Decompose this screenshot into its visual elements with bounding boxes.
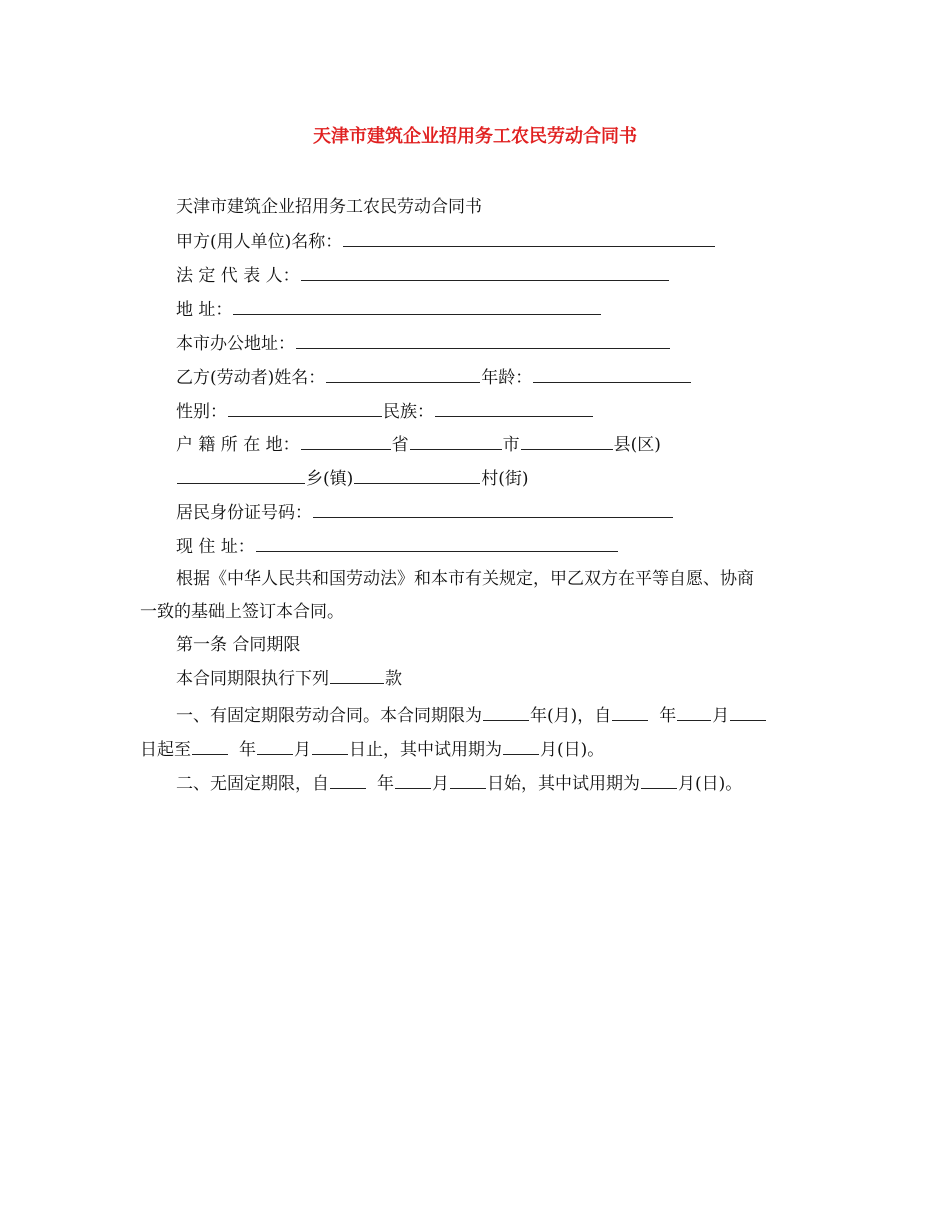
county-label: 县(区) xyxy=(613,435,661,455)
basis-line-1 xyxy=(176,568,754,590)
term-clause-line xyxy=(176,667,402,690)
open-term-text-5: 月(日)。 xyxy=(678,774,743,794)
gender-blank xyxy=(228,400,382,417)
id-number-line xyxy=(176,501,674,524)
current-address-label: 现 住 址： xyxy=(176,537,255,557)
fixed-term-line2-text-2: 年 xyxy=(239,740,256,760)
party-a-name-line xyxy=(176,230,716,253)
household-label: 户 籍 所 在 地： xyxy=(176,435,300,455)
age-label: 年龄： xyxy=(481,368,533,388)
city-label: 市 xyxy=(502,435,520,455)
township-line xyxy=(176,467,529,490)
party-a-name-blank xyxy=(343,230,715,247)
fixed-term-duration-blank xyxy=(483,704,529,721)
party-b-line xyxy=(176,366,692,389)
age-blank xyxy=(533,366,691,383)
open-term-text-2: 年 xyxy=(377,774,394,794)
article1-heading: 第一条 合同期限 xyxy=(176,635,301,655)
fixed-term-start-month-blank xyxy=(677,704,711,721)
fixed-term-line-2 xyxy=(140,738,604,761)
office-address-blank xyxy=(296,332,670,349)
open-term-probation-blank xyxy=(641,772,677,789)
basis-text-2: 一致的基础上签订本合同。 xyxy=(140,602,344,622)
open-term-text-1: 二、无固定期限，自 xyxy=(176,774,329,794)
fixed-term-text-3: 年 xyxy=(659,706,677,726)
open-term-line xyxy=(176,772,742,795)
id-number-label: 居民身份证号码： xyxy=(176,503,312,523)
household-line xyxy=(176,433,661,456)
legal-rep-blank xyxy=(301,264,669,281)
party-a-name-label: 甲方(用人单位)名称： xyxy=(176,232,343,252)
fixed-term-end-day-blank xyxy=(312,738,348,755)
legal-rep-line xyxy=(176,264,670,287)
open-term-start-month-blank xyxy=(395,772,431,789)
basis-line-2 xyxy=(140,601,344,623)
fixed-term-start-year-blank xyxy=(612,704,648,721)
gender-label: 性别： xyxy=(176,402,227,422)
term-clause-blank xyxy=(330,667,384,684)
fixed-term-line2-text-1: 日起至 xyxy=(140,740,191,760)
fixed-term-line2-text-5: 月(日)。 xyxy=(540,740,605,760)
open-term-text-4: 日始，其中试用期为 xyxy=(487,774,640,794)
fixed-term-start-day-blank xyxy=(730,704,766,721)
ethnicity-blank xyxy=(435,400,593,417)
ethnicity-label: 民族： xyxy=(383,402,434,422)
fixed-term-text-4: 月 xyxy=(712,706,730,726)
address-blank xyxy=(233,298,601,315)
fixed-term-line2-text-3: 月 xyxy=(294,740,311,760)
fixed-term-end-month-blank xyxy=(257,738,293,755)
province-label: 省 xyxy=(391,435,409,455)
term-clause-prefix: 本合同期限执行下列 xyxy=(176,669,329,689)
county-blank xyxy=(521,433,613,450)
open-term-start-day-blank xyxy=(450,772,486,789)
address-line xyxy=(176,298,602,321)
township-label: 乡(镇) xyxy=(306,469,354,489)
fixed-term-probation-blank xyxy=(503,738,539,755)
fixed-term-text-1: 一、有固定期限劳动合同。本合同期限为 xyxy=(176,706,482,726)
legal-rep-label: 法 定 代 表 人： xyxy=(176,266,300,286)
township-blank xyxy=(177,467,305,484)
subtitle: 天津市建筑企业招用务工农民劳动合同书 xyxy=(176,197,482,217)
basis-text-1: 根据《中华人民共和国劳动法》和本市有关规定，甲乙双方在平等自愿、协商 xyxy=(176,569,754,589)
subtitle-line xyxy=(176,196,482,218)
current-address-line xyxy=(176,535,619,558)
document-title: 天津市建筑企业招用务工农民劳动合同书 xyxy=(313,126,637,147)
province-blank xyxy=(301,433,391,450)
fixed-term-end-year-blank xyxy=(192,738,228,755)
city-blank xyxy=(410,433,502,450)
address-label: 地 址： xyxy=(176,300,233,320)
fixed-term-text-2: 年(月)，自 xyxy=(530,706,612,726)
term-clause-suffix: 款 xyxy=(385,669,402,689)
party-b-name-blank xyxy=(326,366,480,383)
article1-heading-line xyxy=(176,634,300,656)
id-number-blank xyxy=(313,501,673,518)
office-address-line xyxy=(176,332,671,355)
office-address-label: 本市办公地址： xyxy=(176,334,295,354)
gender-line xyxy=(176,400,594,423)
open-term-text-3: 月 xyxy=(432,774,449,794)
fixed-term-line2-text-4: 日止，其中试用期为 xyxy=(349,740,502,760)
party-b-name-label: 乙方(劳动者)姓名： xyxy=(176,368,326,388)
fixed-term-line-1 xyxy=(176,704,767,727)
current-address-blank xyxy=(256,535,618,552)
village-blank xyxy=(354,467,480,484)
village-label: 村(街) xyxy=(481,469,529,489)
open-term-start-year-blank xyxy=(330,772,366,789)
